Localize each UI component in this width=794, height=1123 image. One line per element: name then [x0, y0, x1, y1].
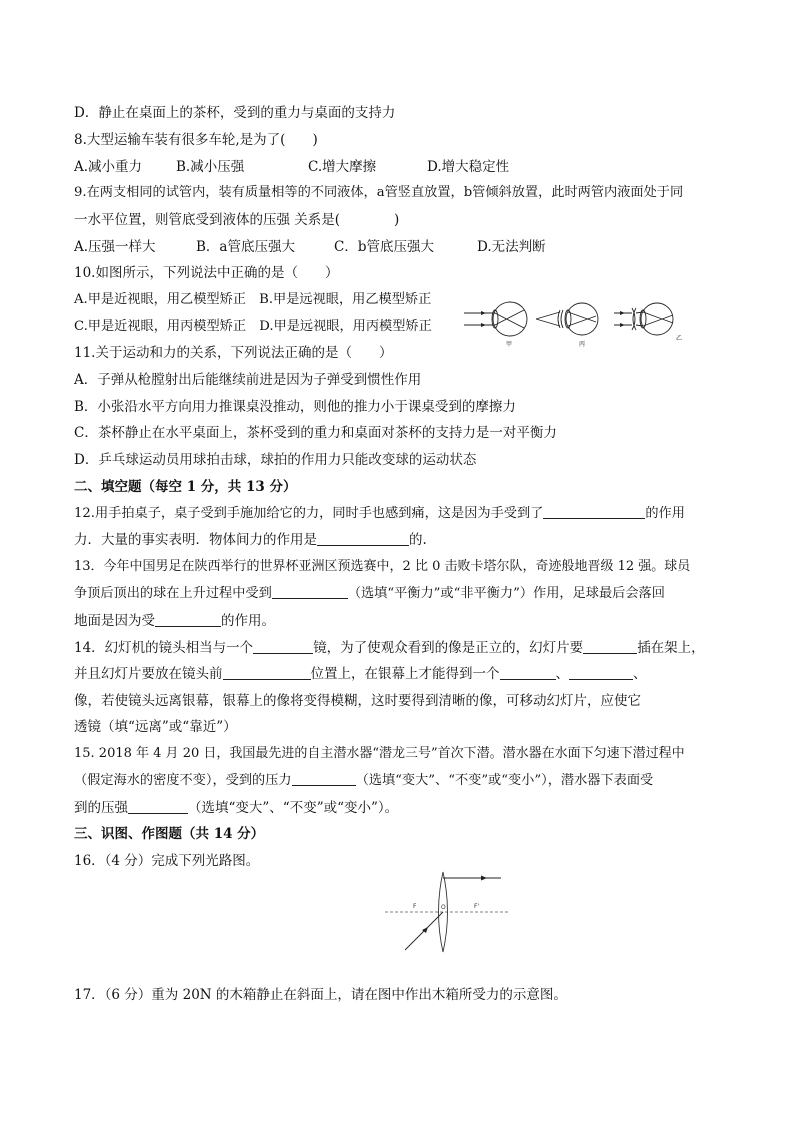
q10-options-ab: A.甲是近视眼，用乙模型矫正 B.甲是远视眼，用乙模型矫正 — [74, 292, 432, 307]
q15-line2 — [74, 772, 653, 790]
q13-text-2b: （选填“平衡力”或“非平衡力”）作用，足球最后会落回 — [347, 586, 665, 601]
q8-option-a: A.减小重力 — [74, 159, 143, 175]
convex-lens-figure — [383, 868, 513, 958]
section-2-title: 二、填空题（每空 1 分，共 13 分） — [74, 479, 297, 495]
q14-blank-3[interactable] — [223, 666, 311, 680]
q9-option-b: B．a管底压强大 — [196, 239, 295, 255]
eye-diagram-bing — [536, 303, 598, 335]
q11-option-b: B．小张沿水平方向用力推课桌没推动，则他的推力小于课桌受到的摩擦力 — [74, 399, 516, 415]
q14-line3: 像，若使镜头远离银幕，银幕上的像将变得模糊，这时要得到清晰的像，可移动幻灯片，应使它 — [74, 693, 641, 709]
q11-option-a: A．子弹从枪膛射出后能继续前进是因为子弹受到惯性作用 — [74, 372, 422, 388]
q9-stem-line1: 9.在两支相同的试管内，装有质量相等的不同液体，a管竖直放置，b管倾斜放置，此时两管内液面处于同 — [74, 185, 684, 200]
q14-text-1b: 镜，为了使观众看到的像是正立的，幻灯片要 — [313, 640, 584, 656]
q13-text-2a: 争顶后顶出的球在上升过程中受到 — [74, 586, 272, 601]
fig-label-jia: 甲 — [506, 341, 513, 348]
q9-stem-line2: 一水平位置，则管底受到液体的压强 关系是( ) — [74, 212, 400, 228]
q9-option-a: A.压强一样大 — [74, 239, 156, 255]
q14-text-2b: 位置上，在银幕上才能得到一个 — [310, 666, 500, 682]
q14-blank-1[interactable] — [253, 640, 313, 654]
q13-line2 — [74, 585, 665, 603]
q7-option-d: D．静止在桌面上的茶杯，受到的重力与桌面的支持力 — [74, 105, 396, 121]
eye-diagram-jia — [464, 302, 527, 336]
q14-text-2a: 并且幻灯片要放在镜头前 — [74, 666, 223, 682]
q14-blank-4[interactable] — [500, 666, 556, 680]
q11-option-c: C．茶杯静止在水平桌面上，茶杯受到的重力和桌面对茶杯的支持力是一对平衡力 — [74, 425, 557, 441]
q16-stem: 16．（4 分）完成下列光路图。 — [74, 853, 260, 869]
q14-text-1c: 插在架上， — [637, 640, 705, 656]
focal-point-f: F — [413, 903, 417, 910]
q14-text-1a: 14．幻灯机的镜头相当与一个 — [74, 640, 254, 656]
q13-text-3a: 地面是因为受 — [74, 613, 155, 629]
q11-stem: 11.关于运动和力的关系，下列说法正确的是（ ） — [74, 345, 393, 361]
eye-diagrams-figure — [462, 292, 692, 352]
q14-blank-2[interactable] — [583, 640, 637, 654]
q14-blank-5[interactable] — [569, 666, 633, 680]
q8-option-c: C.增大摩擦 — [308, 159, 377, 175]
q10-stem: 10.如图所示，下列说法中正确的是（ ） — [74, 265, 339, 281]
q15-line3 — [74, 799, 398, 817]
section-3-title: 三、识图、作图题（共 14 分） — [74, 826, 265, 842]
q8-stem: 8.大型运输车装有很多车轮,是为了( ) — [74, 132, 318, 148]
q15-blank-2[interactable] — [128, 800, 188, 814]
q13-line1: 13．今年中国男足在陕西举行的世界杯亚洲区预选赛中，2 比 0 击败卡塔尔队，奇迹般地晋级 12 强。球员 — [74, 559, 691, 574]
q13-line3 — [74, 612, 275, 630]
q12-text-1a: 12.用手拍桌子，桌子受到手施加给它的力，同时手也感到痛，这是因为手受到了 — [74, 506, 544, 521]
q12-blank-1[interactable] — [543, 505, 645, 519]
q14-line1 — [74, 639, 705, 657]
q13-blank-2[interactable] — [155, 613, 221, 627]
q14-line2 — [74, 665, 647, 683]
q11-option-d: D．乒乓球运动员用球拍击球，球拍的作用力只能改变球的运动状态 — [74, 452, 477, 468]
optical-center-o: O — [441, 904, 446, 911]
q15-text-3a: 到的压强 — [74, 800, 128, 816]
q8-option-b: B.减小压强 — [176, 159, 245, 175]
q9-option-d: D.无法判断 — [477, 239, 546, 255]
q12-blank-2[interactable] — [317, 532, 409, 546]
q12-line1 — [74, 505, 685, 523]
q14-line4: 透镜（填“远离”或“靠近”） — [74, 719, 237, 735]
q15-text-2b: （选填“变大”、“不变”或“变小”），潜水器下表面受 — [355, 773, 654, 788]
eye-diagram-yi — [614, 303, 673, 335]
focal-point-f-prime: F' — [474, 903, 480, 910]
arrow-right-icon — [481, 876, 487, 881]
q14-text-2d: 、 — [633, 666, 647, 682]
q14-text-2c: 、 — [555, 666, 569, 682]
q15-blank-1[interactable] — [292, 772, 356, 786]
q15-text-2a: （假定海水的密度不变），受到的压力 — [74, 773, 292, 788]
q13-blank-1[interactable] — [272, 585, 348, 599]
q10-options-cd: C.甲是近视眼，用丙模型矫正 D.甲是远视眼，用丙模型矫正 — [74, 319, 432, 334]
q17-stem: 17．（6 分）重为 20N 的木箱静止在斜面上，请在图中作出木箱所受力的示意图。 — [74, 987, 567, 1003]
q13-text-3b: 的作用。 — [221, 613, 275, 629]
q9-option-c: C．b管底压强大 — [334, 239, 434, 255]
fig-label-bing: 丙 — [579, 341, 586, 348]
q12-text-2b: 的. — [409, 532, 427, 548]
q12-text-2a: 力．大量的事实表明．物体间力的作用是 — [74, 532, 317, 548]
q12-text-1b: 的作用 — [645, 506, 685, 521]
q12-line2 — [74, 531, 427, 549]
q15-line1: 15. 2018 年 4 月 20 日，我国最先进的自主潜水器“潜龙三号”首次下潜。潜水器在水面下匀速下潜过程中 — [74, 746, 685, 761]
q15-text-3b: （选填“变大”、“不变”或“变小”）。 — [188, 800, 399, 816]
q8-option-d: D.增大稳定性 — [427, 159, 510, 175]
fig-label-yi: 乙 — [676, 335, 683, 342]
